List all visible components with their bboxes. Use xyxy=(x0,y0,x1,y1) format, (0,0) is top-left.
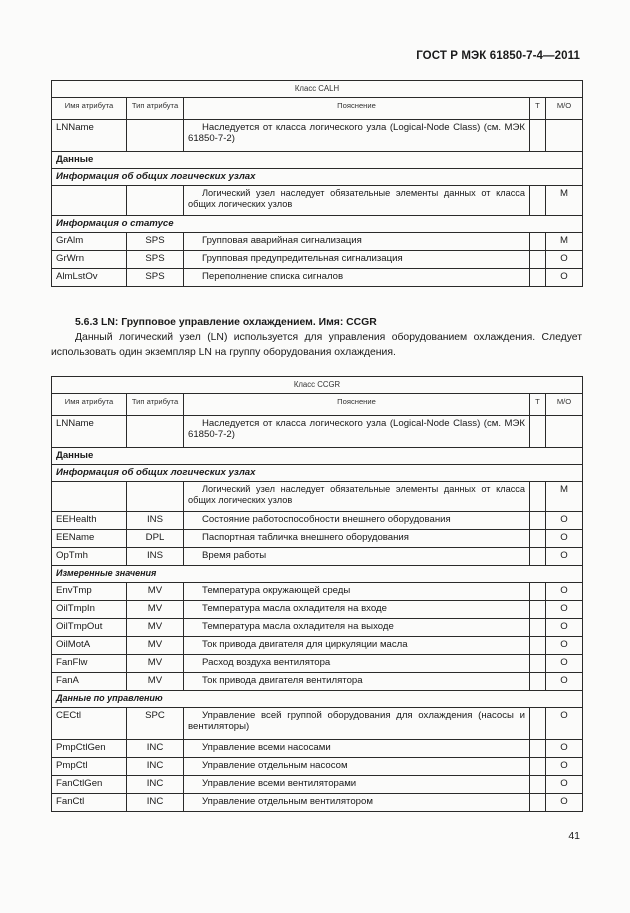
attr-name: AlmLstOv xyxy=(52,268,127,286)
table-row xyxy=(52,415,583,447)
attr-t xyxy=(530,481,546,511)
attr-type: MV xyxy=(127,618,184,636)
table-row xyxy=(52,119,583,151)
attr-mo xyxy=(546,119,583,151)
section-paragraph: Данный логический узел (LN) используется для управления оборудованием охлаждения. Следует использовать один экземпляр LN на группу оборудования охлаждения. xyxy=(51,332,582,358)
attr-type xyxy=(127,481,184,511)
attr-desc: Логический узел наследует обязательные элементы данных от класса общих логических узлов xyxy=(184,185,530,215)
attr-mo: O xyxy=(546,739,583,757)
attr-type: MV xyxy=(127,636,184,654)
attr-mo: O xyxy=(546,636,583,654)
table-row xyxy=(52,250,583,268)
attr-t xyxy=(530,119,546,151)
col-header-desc: Пояснение xyxy=(184,97,530,119)
section-heading: 5.6.3 LN: Групповое управление охлаждением. Имя: CCGR xyxy=(75,317,377,328)
attr-name: FanCtlGen xyxy=(52,775,127,793)
standard-header: ГОСТ Р МЭК 61850-7-4—2011 xyxy=(416,50,580,62)
section-label: Информация об общих логических узлах xyxy=(52,464,583,481)
table-row xyxy=(52,775,583,793)
attr-t xyxy=(530,582,546,600)
col-header-type: Тип атрибута xyxy=(127,97,184,119)
attr-mo: O xyxy=(546,582,583,600)
attr-name: GrWrn xyxy=(52,250,127,268)
attr-mo: O xyxy=(546,654,583,672)
attr-desc: Температура масла охладителя на выходе xyxy=(184,618,530,636)
attr-t xyxy=(530,793,546,811)
section-label: Измеренные значения xyxy=(52,565,583,582)
attr-mo: O xyxy=(546,672,583,690)
attr-type: MV xyxy=(127,672,184,690)
table-row xyxy=(52,636,583,654)
attr-type: DPL xyxy=(127,529,184,547)
attr-desc: Наследуется от класса логического узла (Logical-Node Class) (см. МЭК 61850-7-2) xyxy=(184,119,530,151)
table-row xyxy=(52,511,583,529)
section-row xyxy=(52,464,583,481)
table-row xyxy=(52,707,583,739)
column-header-row xyxy=(52,97,583,119)
section-row xyxy=(52,168,583,185)
attr-desc: Переполнение списка сигналов xyxy=(184,268,530,286)
attr-t xyxy=(530,618,546,636)
attr-name: PmpCtlGen xyxy=(52,739,127,757)
attr-desc: Логический узел наследует обязательные элементы данных от класса общих логических узлов xyxy=(184,481,530,511)
attr-t xyxy=(530,707,546,739)
attr-desc: Температура масла охладителя на входе xyxy=(184,600,530,618)
attr-desc: Время работы xyxy=(184,547,530,565)
col-header-t: Т xyxy=(530,97,546,119)
col-header-t: Т xyxy=(530,393,546,415)
col-header-desc: Пояснение xyxy=(184,393,530,415)
attr-type: INC xyxy=(127,739,184,757)
attr-mo: M xyxy=(546,481,583,511)
attr-name: OilTmpIn xyxy=(52,600,127,618)
column-header-row xyxy=(52,393,583,415)
attr-t xyxy=(530,636,546,654)
attr-type: SPS xyxy=(127,250,184,268)
attr-mo: M xyxy=(546,232,583,250)
calh-attribute-table xyxy=(51,80,583,287)
attr-mo: O xyxy=(546,707,583,739)
attr-t xyxy=(530,757,546,775)
attr-mo: O xyxy=(546,529,583,547)
attr-name: PmpCtl xyxy=(52,757,127,775)
attr-desc: Ток привода двигателя вентилятора xyxy=(184,672,530,690)
table-row xyxy=(52,654,583,672)
attr-desc: Состояние работоспособности внешнего оборудования xyxy=(184,511,530,529)
attr-name: EnvTmp xyxy=(52,582,127,600)
attr-name: FanA xyxy=(52,672,127,690)
attr-name: EEHealth xyxy=(52,511,127,529)
attr-desc: Наследуется от класса логического узла (Logical-Node Class) (см. МЭК 61850-7-2) xyxy=(184,415,530,447)
class-title: Класс CALH xyxy=(52,81,583,98)
col-header-name: Имя атрибута xyxy=(52,97,127,119)
attr-t xyxy=(530,250,546,268)
attr-type: MV xyxy=(127,582,184,600)
section-row xyxy=(52,565,583,582)
section-label: Информация об общих логических узлах xyxy=(52,168,583,185)
table-row xyxy=(52,529,583,547)
attr-mo: M xyxy=(546,185,583,215)
ccgr-attribute-table xyxy=(51,376,583,812)
attr-desc: Групповая предупредительная сигнализация xyxy=(184,250,530,268)
section-label: Данные xyxy=(52,447,583,464)
attr-type xyxy=(127,119,184,151)
section-row xyxy=(52,215,583,232)
table-row xyxy=(52,757,583,775)
attr-type: INS xyxy=(127,511,184,529)
attr-mo: O xyxy=(546,793,583,811)
attr-desc: Паспортная табличка внешнего оборудования xyxy=(184,529,530,547)
attr-type: MV xyxy=(127,600,184,618)
section-label: Данные по управлению xyxy=(52,690,583,707)
attr-mo: O xyxy=(546,547,583,565)
attr-name: FanFlw xyxy=(52,654,127,672)
attr-name xyxy=(52,481,127,511)
attr-desc: Управление отдельным вентилятором xyxy=(184,793,530,811)
col-header-name: Имя атрибута xyxy=(52,393,127,415)
table-row xyxy=(52,232,583,250)
attr-type: INC xyxy=(127,757,184,775)
col-header-mo: М/О xyxy=(546,97,583,119)
attr-mo: O xyxy=(546,600,583,618)
section-label: Данные xyxy=(52,151,583,168)
attr-mo: O xyxy=(546,757,583,775)
attr-t xyxy=(530,185,546,215)
page-number: 41 xyxy=(568,830,580,842)
class-title-row xyxy=(52,81,583,98)
attr-desc: Ток привода двигателя для циркуляции масла xyxy=(184,636,530,654)
attr-type: INC xyxy=(127,775,184,793)
attr-name: EEName xyxy=(52,529,127,547)
attr-desc: Температура окружающей среды xyxy=(184,582,530,600)
class-title: Класс CCGR xyxy=(52,377,583,394)
attr-name: CECtl xyxy=(52,707,127,739)
attr-t xyxy=(530,232,546,250)
attr-desc: Групповая аварийная сигнализация xyxy=(184,232,530,250)
attr-type: MV xyxy=(127,654,184,672)
attr-t xyxy=(530,268,546,286)
attr-mo xyxy=(546,415,583,447)
table-row xyxy=(52,582,583,600)
table-row xyxy=(52,268,583,286)
attr-t xyxy=(530,672,546,690)
attr-name: LNName xyxy=(52,415,127,447)
attr-name: OpTmh xyxy=(52,547,127,565)
table-row xyxy=(52,793,583,811)
attr-desc: Управление всей группой оборудования для охлаждения (насосы и вентиляторы) xyxy=(184,707,530,739)
attr-mo: O xyxy=(546,775,583,793)
section-row xyxy=(52,690,583,707)
attr-desc: Управление отдельным насосом xyxy=(184,757,530,775)
attr-mo: O xyxy=(546,618,583,636)
table-row xyxy=(52,185,583,215)
attr-mo: O xyxy=(546,268,583,286)
attr-type: SPC xyxy=(127,707,184,739)
table-row xyxy=(52,481,583,511)
attr-name: FanCtl xyxy=(52,793,127,811)
class-title-row xyxy=(52,377,583,394)
section-row xyxy=(52,151,583,168)
section-text xyxy=(51,315,582,360)
attr-t xyxy=(530,547,546,565)
attr-name xyxy=(52,185,127,215)
table-row xyxy=(52,618,583,636)
attr-desc: Расход воздуха вентилятора xyxy=(184,654,530,672)
attr-type: INC xyxy=(127,793,184,811)
col-header-type: Тип атрибута xyxy=(127,393,184,415)
attr-type xyxy=(127,415,184,447)
attr-type: SPS xyxy=(127,268,184,286)
attr-type: SPS xyxy=(127,232,184,250)
attr-t xyxy=(530,739,546,757)
attr-name: OilMotA xyxy=(52,636,127,654)
attr-name: OilTmpOut xyxy=(52,618,127,636)
col-header-mo: М/О xyxy=(546,393,583,415)
attr-mo: O xyxy=(546,250,583,268)
attr-mo: O xyxy=(546,511,583,529)
attr-desc: Управление всеми вентиляторами xyxy=(184,775,530,793)
attr-t xyxy=(530,415,546,447)
attr-type xyxy=(127,185,184,215)
section-label: Информация о статусе xyxy=(52,215,583,232)
attr-desc: Управление всеми насосами xyxy=(184,739,530,757)
section-row xyxy=(52,447,583,464)
attr-t xyxy=(530,775,546,793)
table-row xyxy=(52,672,583,690)
attr-t xyxy=(530,654,546,672)
attr-t xyxy=(530,600,546,618)
attr-t xyxy=(530,529,546,547)
attr-t xyxy=(530,511,546,529)
table-row xyxy=(52,600,583,618)
table-row xyxy=(52,739,583,757)
table-row xyxy=(52,547,583,565)
attr-name: GrAlm xyxy=(52,232,127,250)
attr-name: LNName xyxy=(52,119,127,151)
attr-type: INS xyxy=(127,547,184,565)
